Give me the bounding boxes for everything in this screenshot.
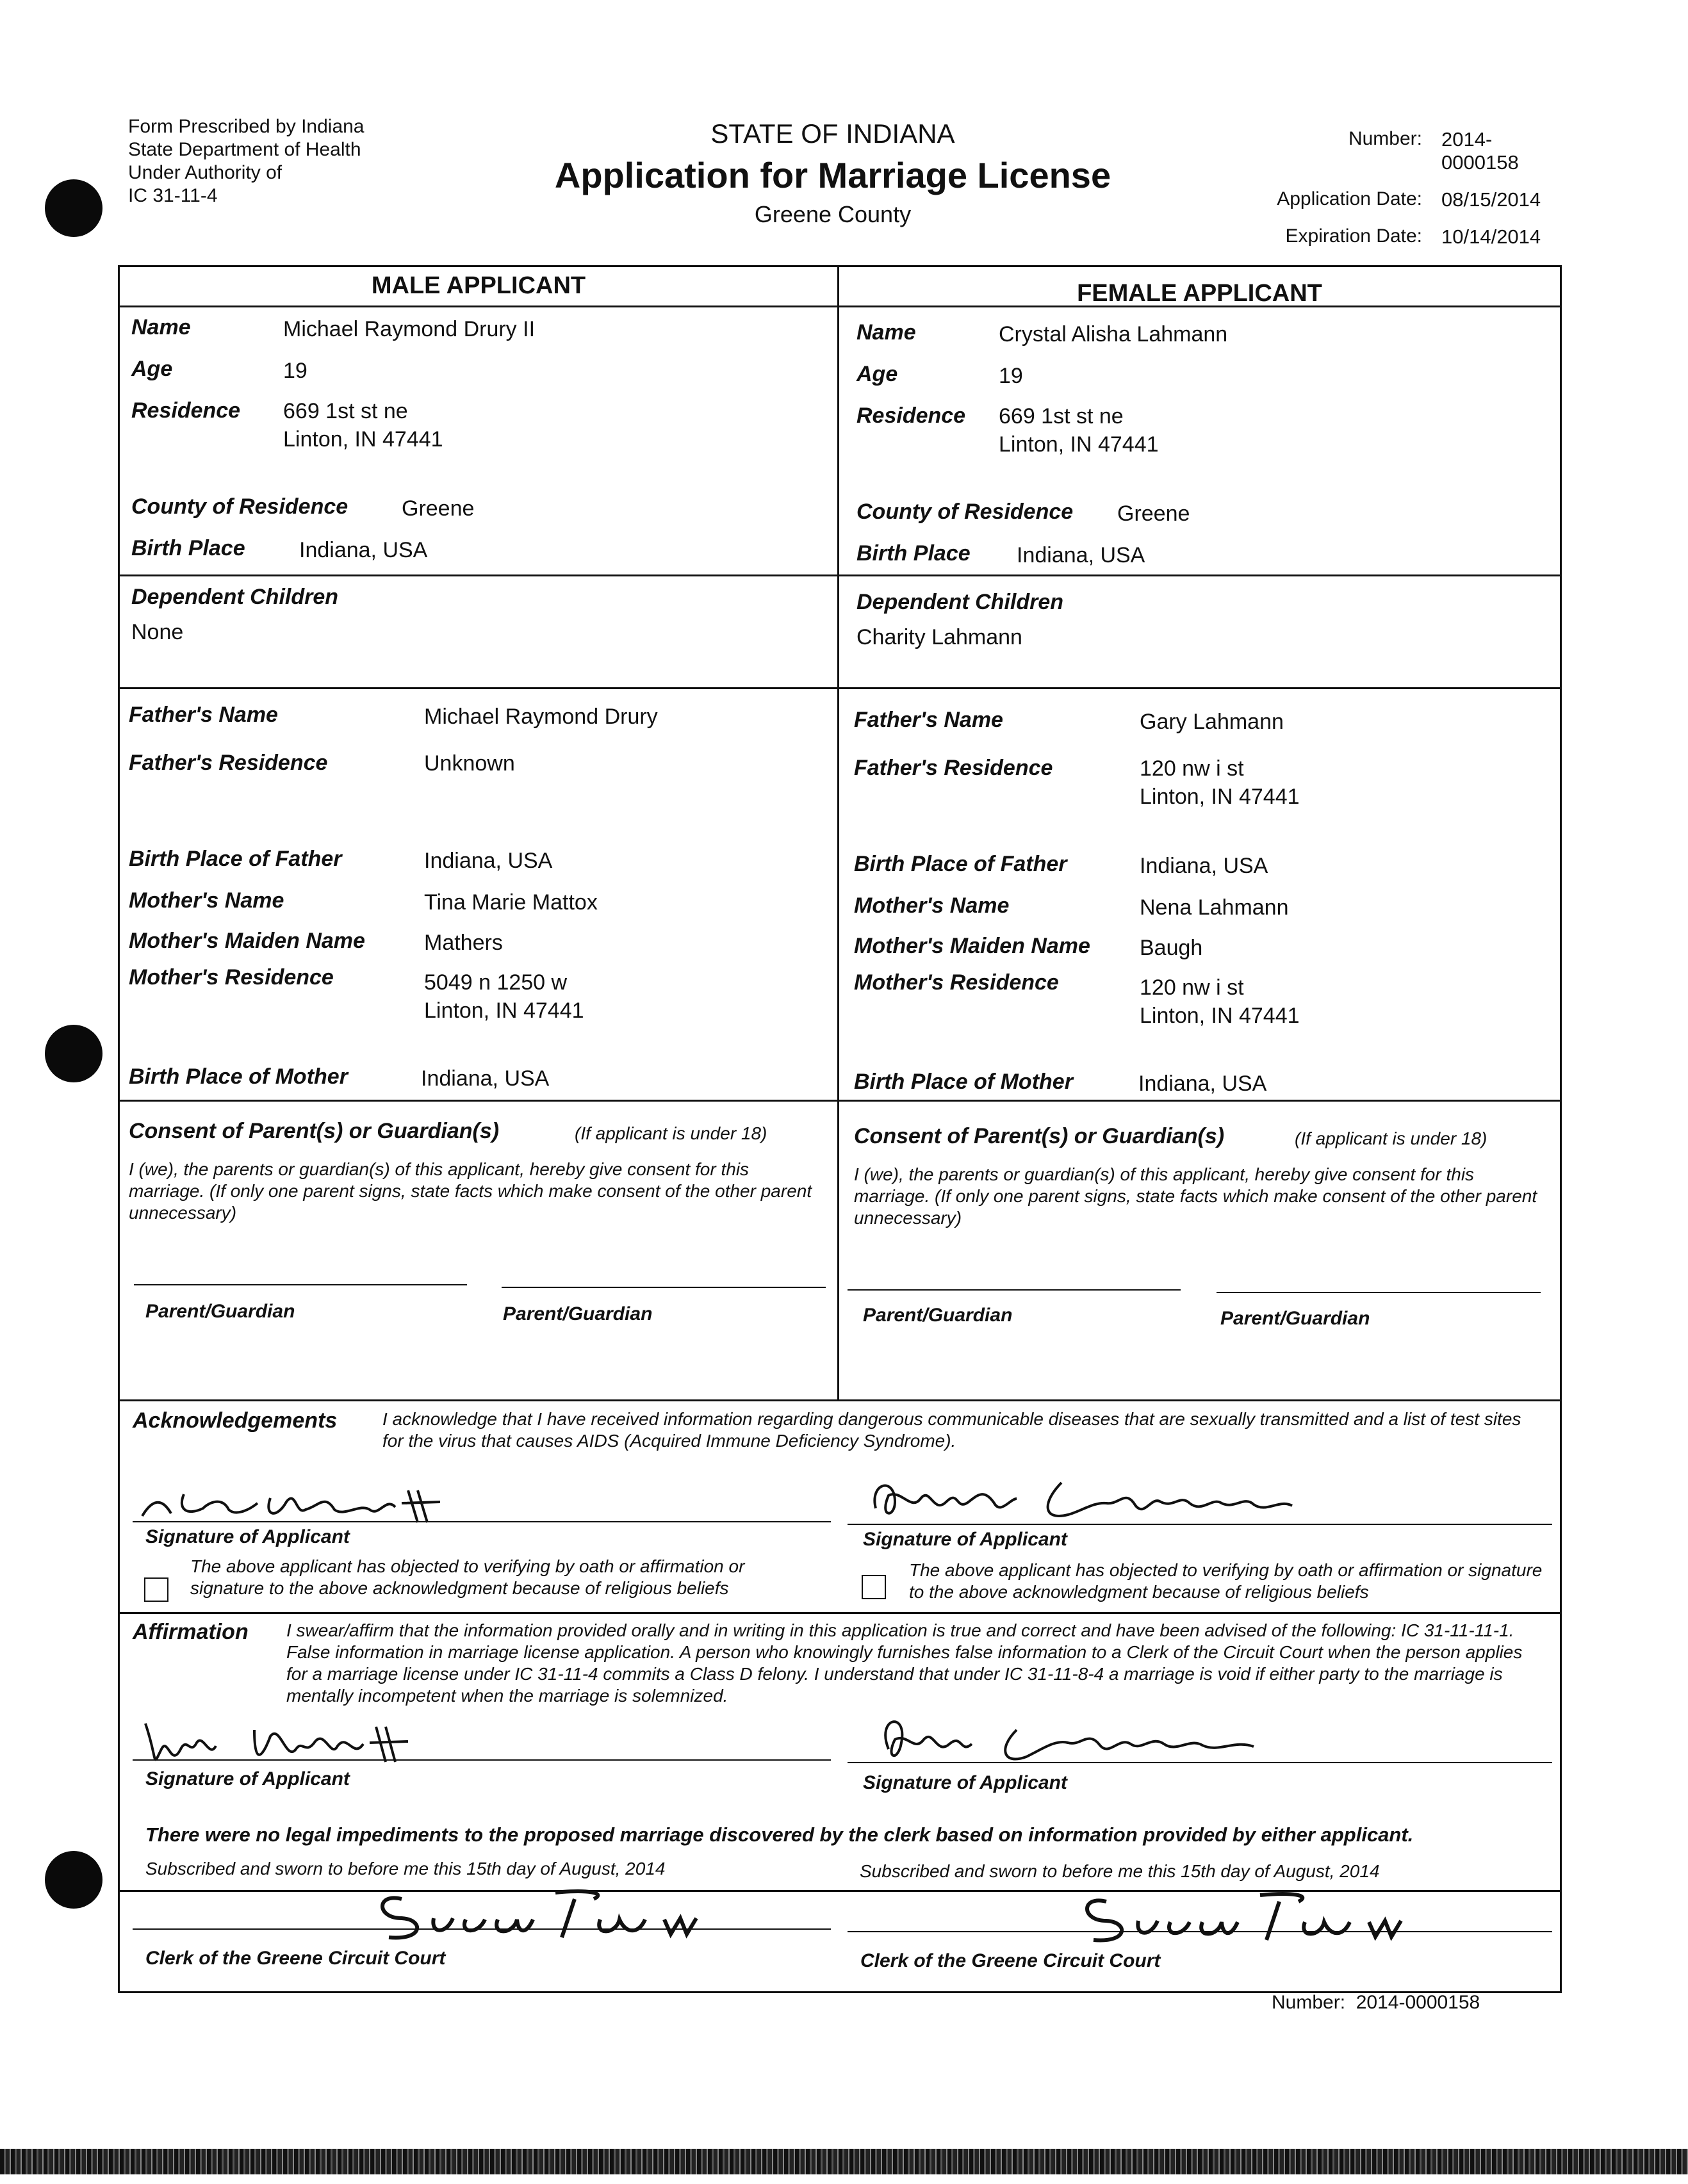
female-affirmation-signature [850,1704,1337,1768]
license-meta: Number: 2014-0000158 Application Date: 08/15/2014 Expiration Date: 10/14/2014 [1166,128,1550,263]
female-parent-signature-line-2 [1217,1292,1541,1293]
male-applicant-heading: MALE APPLICANT [371,272,586,299]
male-clerk-label: Clerk of the Greene Circuit Court [145,1948,446,1969]
male-name: Michael Raymond Drury II [283,317,536,341]
female-acknowledgement-signature-line [848,1524,1552,1525]
form-prescribed-note: Form Prescribed by Indiana State Department of Health Under Authority of IC 31-11-4 [128,116,365,206]
female-mothers-residence: 120 nw i st Linton, IN 47441 [1140,975,1300,1028]
female-clerk-signature-line [848,1931,1552,1932]
female-dependent-children: Charity Lahmann [856,625,1022,649]
male-birth-place: Indiana, USA [299,538,428,562]
female-consent-title: Consent of Parent(s) or Guardian(s) [854,1124,1225,1148]
male-birth-place-mother: Indiana, USA [421,1066,550,1091]
application-form: MALE APPLICANT FEMALE APPLICANT Name Michael Raymond Drury II Age 19 Residence 669 1st st ne Linton, IN 47441 County of Residence Greene Birth Place Indiana, USA Name Crystal Alisha Lahmann Age 19 Residence 669 1st st ne Linton, IN 47441 County of Residence Greene Birth Place Indiana, USA Dependent Children None Dependent Children Charity Lahmann Father's Name Michael Raymond Drury Father's Residence Unknown Birth Place of Father Indiana, USA Mother's Name Tina Marie Mattox Mother's Maiden Name Mathers Mother's Residence 5049 n 1250 w Linton, IN 47441 Birth Place of Mother Indiana, USA Father's Name Gary Lahmann Father's Residence 120 nw i st Linton, IN 47441 Birth Place of Father Indiana, USA Mother's Name Nena Lahmann Mother's Maiden Name Baugh Mother's Residence 120 nw i st Linton, IN 47441 Birth Place of Mother Indiana, USA Consent of Parent(s) or Guardian(s) (If applicant is under 18) I (we), the parents or guardian(s) of this applicant, hereby give consent for this marriage. (If only one parent signs, state facts which make consent of the other parent unnecessary) Parent/Guardian Parent/Guardian Consent of Parent(s) or Guardian(s) (If applicant is under 18) I (we), the parents or guardian(s) of this applicant, hereby give consent for this marriage. (If only one parent signs, state facts which make consent of the other parent unnecessary) Parent/Guardian Parent/Guardian Acknowledgements I acknowledge that I have received information regarding dangerous communicable diseases that are sexually transmitted and a list of test sites for the virus that causes AIDS (Acquired Immune Deficiency Syndrome). Signature of Applicant Signature of Applicant The above applicant has objected to verifying by oath or affirmation or signature to the above acknowledgment because of religious beliefs The above applicant has objected to verifying by oath or affirmation or signature to the above acknowledgment because of religious beliefs Affirmation I swear/affirm that the information provided orally and in writing in this application is true and correct and have been advised of the following: IC 31-11-11-1. False information in marriage license application. A person who knowingly furnishes false information to a Clerk of the Circuit Court when the person applies for a marriage license under IC 31-11-4 commits a Class D felony. I understand that under IC 31-11-8-4 a marriage is void if either party to the marriage is mentally incompetent when the marriage is solemnized. Signature of Applicant Signature of Applicant There were no legal impediments to the proposed marriage discovered by the clerk based on information provided by either applicant. Subscribed and sworn to before me this 15th day of August, 2014 Subscribed and sworn to before me this 15th day of August, 2014 Clerk of the Greene Circuit Court Clerk of the Greene Circuit Court [118,265,1562,1993]
state-name: STATE OF INDIANA [710,118,955,149]
male-mothers-residence: 5049 n 1250 w Linton, IN 47441 [424,970,584,1023]
male-sworn-statement: Subscribed and sworn to before me this 15th day of August, 2014 [145,1859,666,1878]
female-mothers-maiden: Baugh [1140,936,1203,960]
punch-hole-top [45,179,102,237]
female-mothers-name: Nena Lahmann [1140,895,1289,920]
footer-license-number: Number: 2014-0000158 [1272,1992,1480,2013]
male-religious-objection-checkbox[interactable] [144,1577,168,1602]
divider [120,1100,1560,1102]
punch-hole-bottom [45,1851,102,1909]
punch-hole-middle [45,1025,102,1082]
male-parent-signature-line-2 [502,1287,826,1288]
male-mothers-name: Tina Marie Mattox [424,890,598,915]
male-parent-signature-line-1 [134,1284,467,1285]
female-clerk-label: Clerk of the Greene Circuit Court [860,1950,1161,1971]
male-age: 19 [283,359,307,383]
female-fathers-name: Gary Lahmann [1140,710,1284,734]
no-impediments-statement: There were no legal impediments to the proposed marriage discovered by the clerk based on information provided by either applicant. [145,1823,1414,1846]
female-religious-objection-checkbox[interactable] [862,1575,886,1599]
affirmation-title: Affirmation [133,1620,249,1644]
male-acknowledgement-signature-line [133,1521,831,1522]
female-name: Crystal Alisha Lahmann [999,322,1228,346]
female-sworn-statement: Subscribed and sworn to before me this 15th day of August, 2014 [860,1861,1380,1881]
male-residence: 669 1st st ne Linton, IN 47441 [283,399,443,452]
female-applicant-heading: FEMALE APPLICANT [1077,280,1322,307]
female-parent-signature-line-1 [848,1289,1181,1291]
female-county: Greene [1117,501,1190,526]
divider [120,1612,1560,1614]
scan-artifact-bar [0,2149,1688,2174]
male-consent-text: I (we), the parents or guardian(s) of this applicant, hereby give consent for this marriage. (If only one parent signs, state facts which make consent of the other parent unnecessary) [129,1159,812,1223]
male-acknowledgement-signature [133,1471,543,1529]
expiration-date: 10/14/2014 [1441,225,1541,248]
column-divider [837,267,839,1399]
male-affirmation-signature-line [133,1759,831,1761]
county-name: Greene County [754,201,912,227]
affirmation-text: I swear/affirm that the information provided orally and in writing in this application is true and correct and have been advised of the following: IC 31-11-11-1. False information in marriage license application. A person who knowingly furnishes false information to a Clerk of the Circuit Court when the person applies for a marriage license under IC 31-11-4 commits a Class D felony. I understand that under IC 31-11-8-4 a marriage is void if either party to the marriage is mentally incompetent when the marriage is solemnized. [286,1620,1523,1706]
female-birth-place-mother: Indiana, USA [1138,1072,1267,1096]
male-county: Greene [402,496,475,521]
acknowledgements-text: I acknowledge that I have received information regarding dangerous communicable diseases that are sexually transmitted and a list of test sites for the virus that causes AIDS (Acquired Immune Deficiency Syndrome). [382,1409,1521,1451]
female-acknowledgement-signature [850,1463,1337,1528]
male-mothers-maiden: Mathers [424,931,503,955]
male-fathers-name: Michael Raymond Drury [424,705,658,729]
female-birth-place: Indiana, USA [1017,543,1145,567]
female-affirmation-signature-line [848,1762,1552,1763]
acknowledgements-title: Acknowledgements [133,1408,338,1433]
document-title: Application for Marriage License [554,155,1111,195]
male-fathers-residence: Unknown [424,751,515,776]
document-heading [474,118,1192,228]
male-consent-title: Consent of Parent(s) or Guardian(s) [129,1119,500,1143]
female-residence: 669 1st st ne Linton, IN 47441 [999,404,1159,457]
divider [120,1399,1560,1401]
male-clerk-signature-line [133,1928,831,1930]
female-birth-place-father: Indiana, USA [1140,854,1268,878]
female-age: 19 [999,364,1023,388]
male-clerk-signature [363,1880,722,1950]
female-clerk-signature [1068,1882,1427,1953]
license-number: 2014-0000158 [1441,128,1519,174]
female-fathers-residence: 120 nw i st Linton, IN 47441 [1140,756,1300,809]
male-religious-objection-text: The above applicant has objected to verifying by oath or affirmation or signature to the above acknowledgment because of religious beliefs [190,1556,745,1598]
male-dependent-children: None [131,620,184,644]
male-birth-place-father: Indiana, USA [424,849,553,873]
divider [120,575,1560,576]
female-consent-text: I (we), the parents or guardian(s) of this applicant, hereby give consent for this marriage. (If only one parent signs, state facts which make consent of the other parent unnecessary) [854,1164,1537,1228]
female-religious-objection-text: The above applicant has objected to verifying by oath or affirmation or signature to the above acknowledgment because of religious beliefs [909,1560,1543,1602]
male-affirmation-signature [133,1711,543,1775]
application-date: 08/15/2014 [1441,188,1541,211]
divider [120,687,1560,689]
